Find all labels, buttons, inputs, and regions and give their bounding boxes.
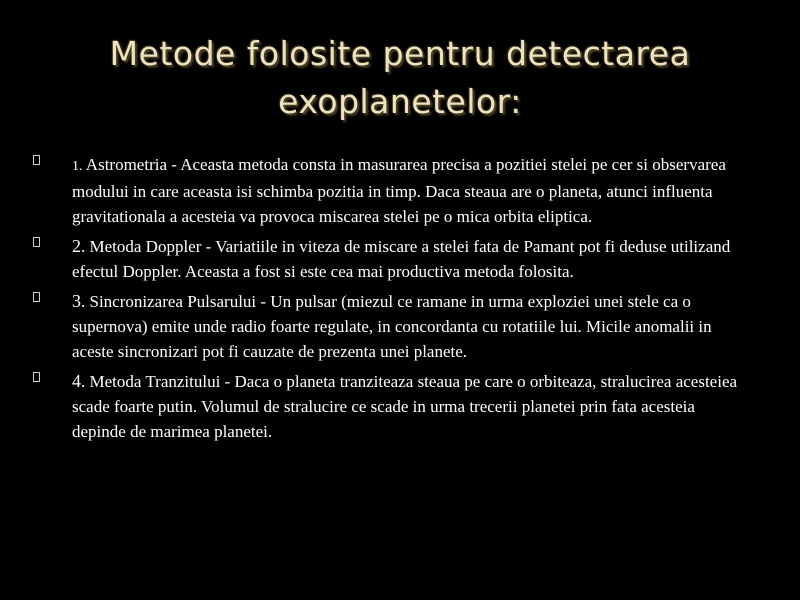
bullet-icon [33,155,40,165]
bullet-icon [33,292,40,302]
bullet-icon [33,372,40,382]
item-number: 4 [72,371,81,391]
item-text: . Sincronizarea Pulsarului - Un pulsar (miezul ce ramane in urma exploziei unei stele ca o supernova) emite unde radio foarte regulate, in concordanta cu rotatiile lui. Micile anomalii in aceste sincronizari pot fi cauzate de prezenta unei planete. [72,292,712,361]
item-number: 3 [72,291,81,311]
bullet-icon [33,237,40,247]
item-number: 1. [72,159,83,174]
slide-title: Metode folosite pentru detectarea exoplanetelor: [109,34,691,121]
list-item [30,234,750,284]
list-item [30,369,750,444]
bullet-list [30,152,750,449]
item-number: 2 [72,236,81,256]
list-item [30,289,750,364]
list-item [30,152,750,229]
item-text: . Metoda Doppler - Variatiile in viteza de miscare a stelei fata de Pamant pot fi deduse utilizand efectul Doppler. Aceasta a fost si este cea mai productiva metoda folosita. [72,237,731,281]
item-text: Astrometria - Aceasta metoda consta in masurarea precisa a pozitiei stelei pe cer si observarea modului in care aceasta isi schimba pozitia in timp. Daca steaua are o planeta, atunci influenta gravitationala a acesteia va provoca miscarea stelei pe o mica orbita eliptica. [72,155,726,226]
item-text: . Metoda Tranzitului - Daca o planeta tranziteaza steaua pe care o orbiteaza, stralucirea acesteiea scade foarte putin. Volumul de stralucire ce scade in urma trecerii planetei prin fata acesteia depinde de marimea planetei. [72,372,738,441]
